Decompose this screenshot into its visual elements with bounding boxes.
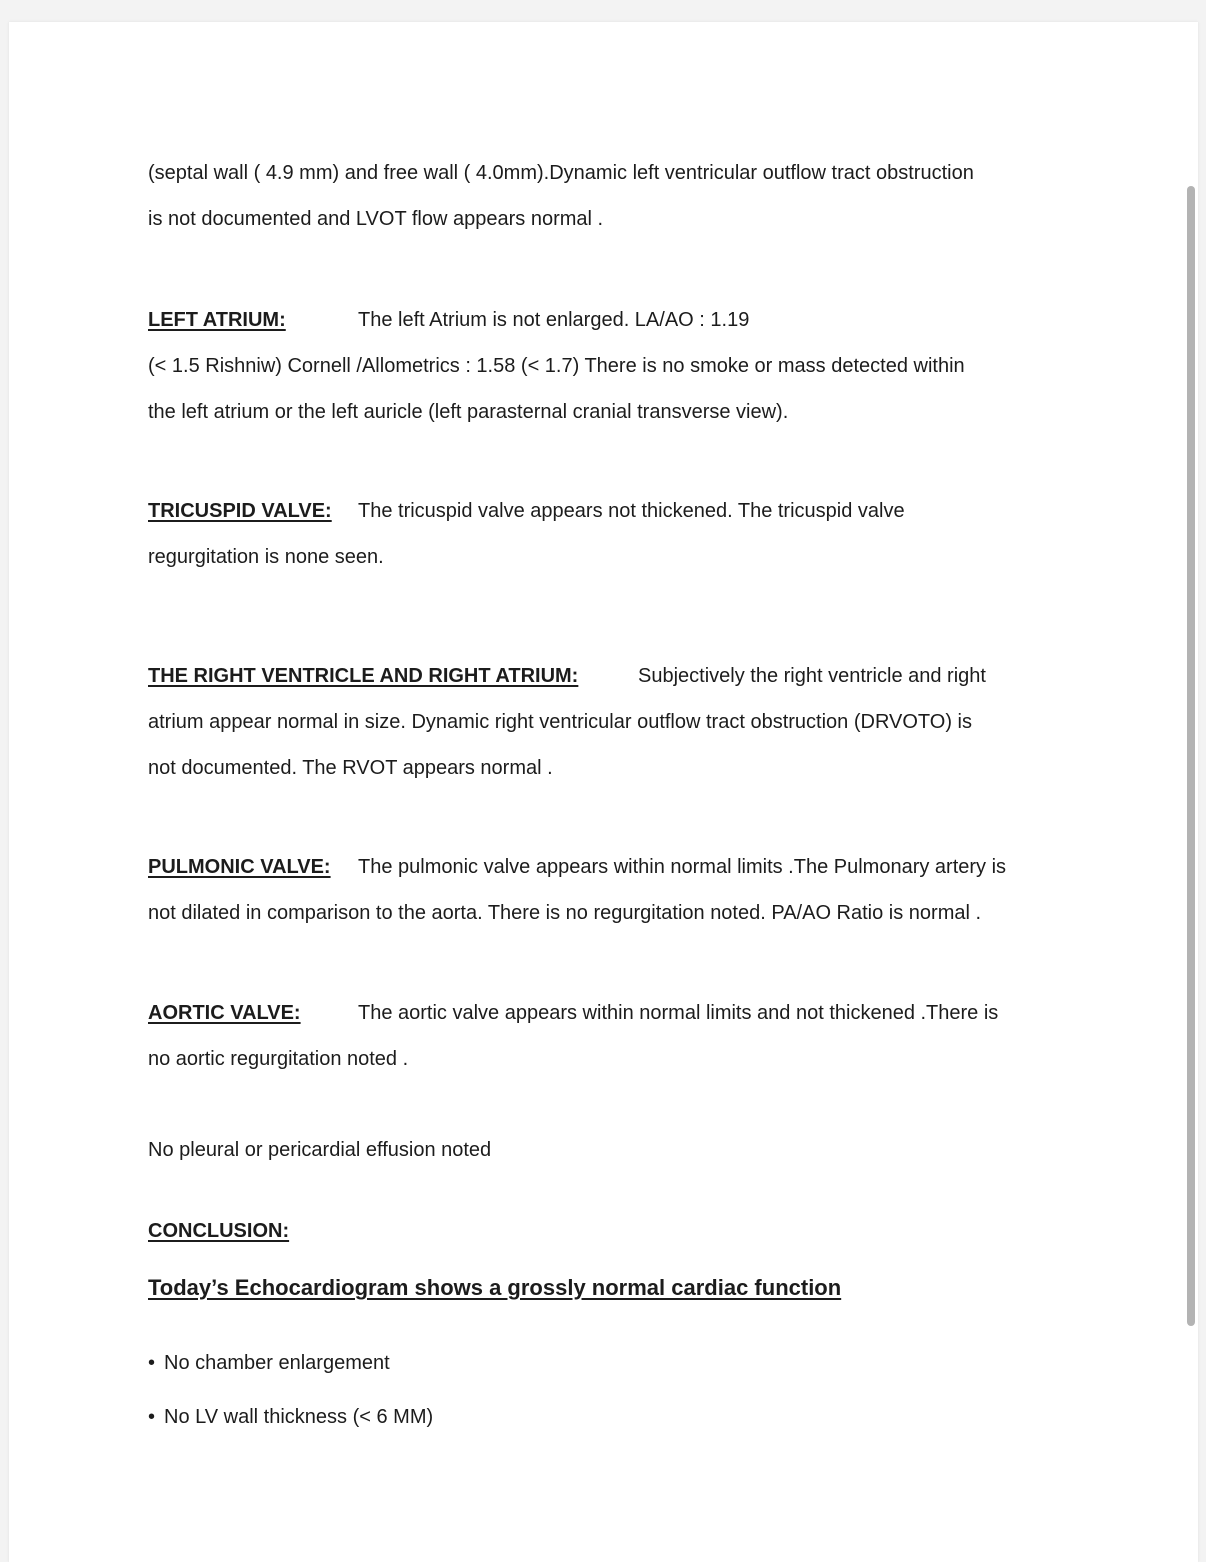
tricuspid-section [148, 488, 1068, 580]
left-atrium-line-1: The left Atrium is not enlarged. LA/AO : 1.19 [358, 309, 750, 331]
left-atrium-heading: LEFT ATRIUM: [148, 309, 286, 331]
bullet-text-1: No chamber enlargement [164, 1352, 390, 1374]
pulmonic-heading: PULMONIC VALVE: [148, 856, 331, 878]
left-atrium-line-3: the left atrium or the left auricle (left parasternal cranial transverse view). [148, 401, 789, 423]
right-heart-line-3: not documented. The RVOT appears normal . [148, 757, 553, 779]
aortic-section [148, 990, 1068, 1082]
bullet-text-2: No LV wall thickness (< 6 MM) [164, 1406, 434, 1428]
right-heart-section [148, 653, 1068, 791]
vertical-scrollbar[interactable] [1184, 172, 1198, 1342]
aortic-heading: AORTIC VALVE: [148, 1002, 301, 1024]
effusion-note [148, 1127, 1068, 1173]
conclusion-heading: CONCLUSION: [148, 1220, 290, 1242]
right-heart-line-2: atrium appear normal in size. Dynamic right ventricular outflow tract obstruction (DRVOTO) is [148, 711, 972, 733]
right-heart-line-1: Subjectively the right ventricle and right [638, 665, 986, 687]
effusion-text: No pleural or pericardial effusion noted [148, 1139, 492, 1161]
intro-paragraph [148, 150, 1068, 242]
tricuspid-heading: TRICUSPID VALVE: [148, 500, 332, 522]
document-page [9, 22, 1198, 1562]
list-item [148, 1390, 1068, 1444]
tricuspid-line-1: The tricuspid valve appears not thickened. The tricuspid valve [358, 500, 905, 522]
list-item [148, 1336, 1068, 1390]
bullet-icon: • [148, 1352, 156, 1374]
conclusion-bullets [148, 1336, 1068, 1444]
left-atrium-line-2: (< 1.5 Rishniw) Cornell /Allometrics : 1.58 (< 1.7) There is no smoke or mass detected within [148, 355, 965, 377]
conclusion-summary-row [148, 1265, 1068, 1311]
pulmonic-section [148, 844, 1068, 936]
conclusion-section [148, 1208, 1068, 1254]
aortic-line-1: The aortic valve appears within normal limits and not thickened .There is [358, 1002, 999, 1024]
bullet-icon: • [148, 1406, 156, 1428]
conclusion-summary: Today’s Echocardiogram shows a grossly normal cardiac function [148, 1275, 842, 1300]
aortic-line-2: no aortic regurgitation noted . [148, 1048, 409, 1070]
intro-line-2: is not documented and LVOT flow appears normal . [148, 208, 604, 230]
scrollbar-thumb[interactable] [1187, 186, 1195, 1326]
intro-line-1: (septal wall ( 4.9 mm) and free wall ( 4.0mm).Dynamic left ventricular outflow tract obstruction [148, 162, 974, 184]
tricuspid-line-2: regurgitation is none seen. [148, 546, 384, 568]
right-heart-heading: THE RIGHT VENTRICLE AND RIGHT ATRIUM: [148, 665, 579, 687]
pulmonic-line-1: The pulmonic valve appears within normal limits .The Pulmonary artery is [358, 856, 1007, 878]
left-atrium-section [148, 297, 1068, 435]
pulmonic-line-2: not dilated in comparison to the aorta. There is no regurgitation noted. PA/AO Ratio is normal . [148, 902, 982, 924]
